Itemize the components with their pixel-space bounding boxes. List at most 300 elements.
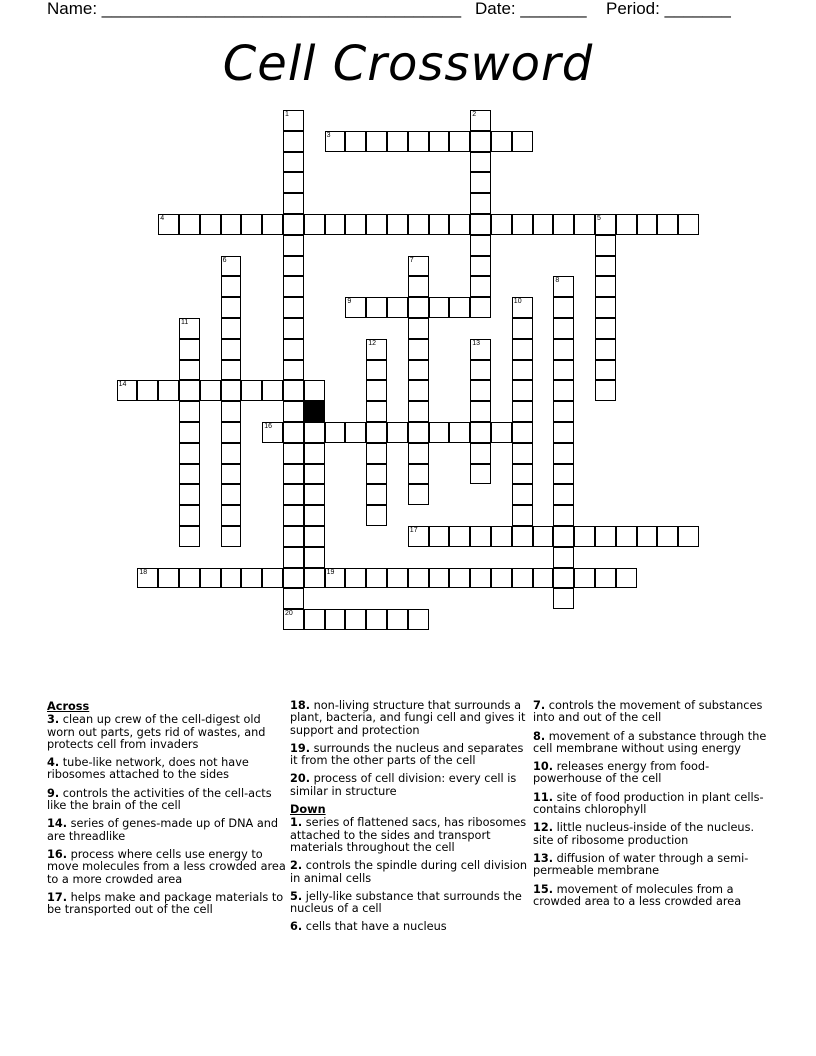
clue-item	[47, 892, 287, 917]
grid-cell[interactable]	[595, 380, 616, 401]
grid-cell[interactable]	[512, 297, 533, 318]
grid-cell[interactable]	[241, 568, 262, 589]
grid-cell[interactable]	[470, 110, 491, 131]
grid-cell[interactable]	[512, 318, 533, 339]
clue-item	[290, 891, 530, 916]
clue-text: series of genes-made up of DNA and are threadlike	[47, 817, 279, 843]
grid-cell[interactable]	[221, 443, 242, 464]
clue-text: site of food production in plant cells-contains chlorophyll	[533, 790, 764, 817]
grid-cell[interactable]	[304, 484, 325, 505]
grid-cell[interactable]	[429, 422, 450, 443]
grid-cell[interactable]	[283, 568, 304, 589]
grid-cell[interactable]	[408, 339, 429, 360]
grid-cell[interactable]	[470, 422, 491, 443]
grid-cell[interactable]	[283, 131, 304, 152]
grid-cell[interactable]	[470, 152, 491, 173]
clue-num: 13.	[533, 851, 554, 865]
grid-cell[interactable]	[574, 526, 595, 547]
grid-cell[interactable]	[470, 297, 491, 318]
grid-cell[interactable]	[553, 443, 574, 464]
grid-cell[interactable]	[387, 131, 408, 152]
grid-cell[interactable]	[345, 568, 366, 589]
grid-cell[interactable]	[595, 360, 616, 381]
grid-cell[interactable]	[283, 297, 304, 318]
clue-num: 8.	[533, 729, 546, 743]
grid-cell[interactable]	[657, 214, 678, 235]
grid-cell[interactable]	[366, 297, 387, 318]
clue-number: 18	[139, 568, 148, 576]
grid-cell[interactable]	[325, 131, 346, 152]
grid-cell[interactable]	[200, 568, 221, 589]
grid-cell[interactable]	[470, 443, 491, 464]
grid-cell[interactable]	[408, 256, 429, 277]
clue-num: 15.	[533, 882, 554, 896]
clue-item	[47, 757, 287, 782]
clue-text: controls the activities of the cell-acts like the brain of the cell	[47, 786, 272, 813]
grid-cell[interactable]	[429, 526, 450, 547]
grid-cell[interactable]	[553, 568, 574, 589]
clue-item	[533, 792, 773, 817]
grid-cell[interactable]	[221, 276, 242, 297]
clue-item	[290, 921, 530, 933]
grid-cell[interactable]	[241, 214, 262, 235]
clues-section	[0, 700, 816, 1000]
grid-cell[interactable]	[408, 526, 429, 547]
clue-number: 11	[181, 319, 189, 326]
grid-cell[interactable]	[657, 526, 678, 547]
grid-cell[interactable]	[283, 214, 304, 235]
grid-cell[interactable]	[553, 276, 574, 297]
grid-cell[interactable]	[616, 526, 637, 547]
grid-cell[interactable]	[283, 443, 304, 464]
grid-cell[interactable]	[262, 214, 283, 235]
grid-cell[interactable]	[512, 339, 533, 360]
grid-cell[interactable]	[470, 214, 491, 235]
grid-cell[interactable]	[179, 339, 200, 360]
grid-cell[interactable]	[221, 401, 242, 422]
grid-cell[interactable]	[553, 526, 574, 547]
grid-cell[interactable]	[221, 505, 242, 526]
grid-cell[interactable]	[408, 131, 429, 152]
grid-cell[interactable]	[553, 318, 574, 339]
clue-num: 7.	[533, 699, 546, 712]
grid-cell[interactable]	[470, 131, 491, 152]
grid-cell[interactable]	[595, 339, 616, 360]
clue-num: 17.	[47, 890, 68, 904]
grid-cell[interactable]	[345, 214, 366, 235]
grid-cell[interactable]	[616, 214, 637, 235]
grid-cell[interactable]	[304, 505, 325, 526]
grid-cell[interactable]	[283, 110, 304, 131]
down-heading: Down	[290, 803, 326, 817]
clue-num: 12.	[533, 821, 554, 835]
clue-text: process of cell division: every cell is similar in structure	[290, 772, 517, 798]
grid-cell[interactable]	[158, 214, 179, 235]
grid-cell[interactable]	[512, 401, 533, 422]
clue-item	[533, 853, 773, 878]
grid-cell[interactable]	[470, 380, 491, 401]
grid-cell[interactable]	[179, 505, 200, 526]
clue-num: 3.	[47, 713, 60, 727]
clue-item	[533, 822, 773, 847]
grid-cell[interactable]	[283, 484, 304, 505]
grid-cell[interactable]	[221, 318, 242, 339]
grid-cell[interactable]	[491, 526, 512, 547]
grid-cell[interactable]	[512, 505, 533, 526]
grid-cell[interactable]	[283, 380, 304, 401]
clue-item	[290, 773, 530, 798]
grid-cell[interactable]	[304, 443, 325, 464]
grid-cell[interactable]	[283, 152, 304, 173]
grid-cell[interactable]	[366, 401, 387, 422]
clues-column-2	[290, 700, 530, 940]
grid-cell[interactable]	[678, 526, 699, 547]
grid-cell[interactable]	[283, 526, 304, 547]
grid-cell[interactable]	[574, 214, 595, 235]
grid-cell[interactable]	[283, 588, 304, 609]
grid-cell[interactable]	[283, 360, 304, 381]
grid-cell[interactable]	[595, 568, 616, 589]
grid-cell[interactable]	[366, 214, 387, 235]
grid-cell[interactable]	[179, 568, 200, 589]
grid-cell[interactable]	[470, 339, 491, 360]
grid-cell[interactable]	[512, 380, 533, 401]
grid-cell[interactable]	[470, 256, 491, 277]
grid-cell[interactable]	[408, 401, 429, 422]
grid-cell[interactable]	[179, 443, 200, 464]
clue-number: 19	[326, 568, 335, 576]
grid-cell[interactable]	[262, 422, 283, 443]
grid-cell[interactable]	[345, 297, 366, 318]
grid-cell[interactable]	[325, 422, 346, 443]
grid-cell[interactable]	[283, 547, 304, 568]
date-field[interactable]: Date: _______	[475, 0, 587, 18]
grid-cell[interactable]	[449, 297, 470, 318]
grid-cell[interactable]	[283, 422, 304, 443]
grid-cell[interactable]	[553, 464, 574, 485]
grid-cell[interactable]	[470, 464, 491, 485]
grid-cell[interactable]	[221, 568, 242, 589]
grid-cell[interactable]	[512, 422, 533, 443]
grid-cell[interactable]	[366, 131, 387, 152]
grid-cell[interactable]	[408, 380, 429, 401]
grid-cell[interactable]	[137, 380, 158, 401]
grid-cell[interactable]	[158, 380, 179, 401]
grid-cell[interactable]	[553, 214, 574, 235]
grid-cell[interactable]	[449, 214, 470, 235]
grid-cell[interactable]	[408, 609, 429, 630]
clue-text: controls the movement of substances into and out of the cell	[533, 699, 763, 725]
grid-cell[interactable]	[470, 401, 491, 422]
grid-cell[interactable]	[179, 484, 200, 505]
grid-cell[interactable]	[221, 422, 242, 443]
grid-cell[interactable]	[491, 422, 512, 443]
grid-cell[interactable]	[283, 505, 304, 526]
grid-cell[interactable]	[574, 568, 595, 589]
clue-text: clean up crew of the cell-digest old worn out parts, gets rid of wastes, and protects cell from invaders	[47, 713, 266, 751]
clue-text: cells that have a nucleus	[302, 920, 447, 934]
grid-cell[interactable]	[366, 443, 387, 464]
grid-cell[interactable]	[595, 318, 616, 339]
clues-column-1	[47, 700, 287, 922]
clue-text: surrounds the nucleus and separates it from the other parts of the cell	[290, 741, 524, 768]
grid-cell[interactable]	[283, 256, 304, 277]
grid-cell[interactable]	[179, 422, 200, 443]
grid-cell[interactable]	[616, 568, 637, 589]
clue-number: 17	[409, 527, 418, 534]
grid-cell[interactable]	[283, 464, 304, 485]
grid-cell[interactable]	[221, 256, 242, 277]
grid-cell[interactable]	[512, 214, 533, 235]
grid-cell[interactable]	[221, 526, 242, 547]
grid-cell[interactable]	[553, 484, 574, 505]
grid-cell[interactable]	[512, 526, 533, 547]
grid-cell[interactable]	[553, 422, 574, 443]
grid-cell[interactable]	[221, 380, 242, 401]
grid-cell[interactable]	[221, 360, 242, 381]
grid-cell[interactable]	[387, 568, 408, 589]
grid-cell[interactable]	[304, 464, 325, 485]
grid-cell[interactable]	[304, 568, 325, 589]
clue-item	[47, 849, 287, 886]
grid-cell[interactable]	[366, 505, 387, 526]
grid-cell[interactable]	[595, 276, 616, 297]
grid-cell[interactable]	[408, 276, 429, 297]
clue-number: 6	[222, 256, 227, 264]
grid-cell[interactable]	[345, 131, 366, 152]
clue-item	[290, 817, 530, 854]
clue-number: 3	[326, 131, 331, 139]
clue-number: 16	[264, 423, 272, 430]
grid-cell[interactable]	[241, 380, 262, 401]
clue-num: 4.	[47, 756, 60, 770]
name-field[interactable]: Name: ______________________________________	[47, 0, 462, 18]
clue-text: series of flattened sacs, has ribosomes attached to the sides and transport materials throughout the cell	[290, 816, 527, 854]
grid-cell[interactable]	[179, 526, 200, 547]
grid-cell[interactable]	[533, 214, 554, 235]
grid-cell[interactable]	[595, 526, 616, 547]
clue-text: process where cells use energy to move molecules from a less crowded area to a more crowded area	[47, 847, 286, 886]
grid-cell[interactable]	[283, 172, 304, 193]
clue-num: 2.	[290, 859, 303, 873]
grid-cell[interactable]	[283, 609, 304, 630]
clue-num: 18.	[290, 699, 311, 712]
grid-cell[interactable]	[387, 214, 408, 235]
clue-text: controls the spindle during cell division in animal cells	[290, 859, 528, 885]
grid-cell[interactable]	[470, 172, 491, 193]
clue-number: 14	[118, 381, 127, 389]
grid-cell[interactable]	[345, 422, 366, 443]
grid-cell[interactable]	[470, 568, 491, 589]
grid-cell[interactable]	[491, 131, 512, 152]
grid-cell[interactable]	[637, 526, 658, 547]
grid-cell[interactable]	[449, 568, 470, 589]
grid-cell[interactable]	[429, 131, 450, 152]
grid-cell[interactable]	[179, 360, 200, 381]
grid-cell[interactable]	[283, 318, 304, 339]
grid-cell[interactable]	[408, 464, 429, 485]
clue-item	[47, 714, 287, 751]
grid-cell[interactable]	[304, 422, 325, 443]
clue-text: helps make and package materials to be transported out of the cell	[47, 890, 284, 917]
grid-cell[interactable]	[553, 547, 574, 568]
grid-cell[interactable]	[221, 214, 242, 235]
grid-cell[interactable]	[366, 422, 387, 443]
clues-column-3	[533, 700, 773, 914]
grid-cell[interactable]	[470, 193, 491, 214]
grid-cell[interactable]	[283, 401, 304, 422]
grid-cell[interactable]	[325, 568, 346, 589]
grid-cell[interactable]	[304, 609, 325, 630]
clue-num: 20.	[290, 772, 311, 786]
grid-cell[interactable]	[366, 380, 387, 401]
grid-cell[interactable]	[304, 214, 325, 235]
grid-cell[interactable]	[137, 568, 158, 589]
grid-cell[interactable]	[179, 380, 200, 401]
across-heading: Across	[47, 700, 90, 713]
clue-num: 9.	[47, 786, 60, 800]
grid-cell[interactable]	[304, 547, 325, 568]
clue-number: 13	[472, 339, 480, 347]
grid-cell[interactable]	[179, 214, 200, 235]
grid-cell[interactable]	[408, 422, 429, 443]
grid-cell[interactable]	[553, 588, 574, 609]
grid-cell[interactable]	[595, 256, 616, 277]
grid-cell[interactable]	[595, 235, 616, 256]
clue-number: 10	[513, 298, 522, 306]
grid-cell[interactable]	[200, 214, 221, 235]
grid-cell[interactable]	[470, 235, 491, 256]
clue-num: 10.	[533, 760, 554, 774]
grid-cell[interactable]	[283, 339, 304, 360]
grid-cell[interactable]	[387, 609, 408, 630]
grid-cell[interactable]	[512, 360, 533, 381]
grid-cell[interactable]	[179, 318, 200, 339]
grid-cell[interactable]	[470, 276, 491, 297]
grid-cell[interactable]	[533, 526, 554, 547]
grid-cell[interactable]	[179, 401, 200, 422]
clue-num: 16.	[47, 847, 68, 861]
grid-cell[interactable]	[158, 568, 179, 589]
grid-cell[interactable]	[470, 360, 491, 381]
grid-cell[interactable]	[408, 443, 429, 464]
grid-cell[interactable]	[179, 464, 200, 485]
grid-cell[interactable]	[595, 214, 616, 235]
grid-cell[interactable]	[325, 609, 346, 630]
grid-cell[interactable]	[678, 214, 699, 235]
grid-cell[interactable]	[366, 568, 387, 589]
page-title: Cell Crossword	[222, 36, 594, 92]
clue-number: 7	[409, 256, 414, 264]
grid-cell[interactable]	[429, 568, 450, 589]
grid-cell[interactable]	[512, 568, 533, 589]
grid-cell[interactable]	[512, 443, 533, 464]
grid-cell[interactable]	[283, 276, 304, 297]
grid-cell[interactable]	[408, 484, 429, 505]
grid-cell[interactable]	[553, 505, 574, 526]
clue-num: 5.	[290, 889, 303, 903]
grid-block-cell	[304, 401, 325, 422]
grid-cell[interactable]	[512, 464, 533, 485]
clue-number: 8	[555, 277, 560, 285]
grid-cell[interactable]	[512, 131, 533, 152]
grid-cell[interactable]	[387, 422, 408, 443]
grid-cell[interactable]	[325, 214, 346, 235]
clue-text: movement of molecules from a crowded area to a less crowded area	[533, 882, 742, 908]
clue-text: little nucleus-inside of the nucleus. site of ribosome production	[533, 821, 755, 847]
grid-cell[interactable]	[408, 568, 429, 589]
clue-item	[290, 700, 530, 737]
grid-cell[interactable]	[449, 131, 470, 152]
grid-cell[interactable]	[366, 609, 387, 630]
grid-cell[interactable]	[117, 380, 138, 401]
clue-text: diffusion of water through a semi-permeable membrane	[533, 851, 749, 878]
grid-cell[interactable]	[221, 464, 242, 485]
grid-cell[interactable]	[221, 297, 242, 318]
grid-cell[interactable]	[366, 484, 387, 505]
grid-cell[interactable]	[408, 318, 429, 339]
grid-cell[interactable]	[200, 380, 221, 401]
grid-cell[interactable]	[470, 526, 491, 547]
period-field[interactable]: Period: _______	[606, 0, 731, 18]
grid-cell[interactable]	[366, 464, 387, 485]
clue-number: 4	[160, 215, 165, 222]
clue-text: jelly-like substance that surrounds the nucleus of a cell	[290, 889, 522, 916]
grid-cell[interactable]	[449, 422, 470, 443]
grid-cell[interactable]	[283, 193, 304, 214]
grid-cell[interactable]	[221, 339, 242, 360]
grid-cell[interactable]	[637, 214, 658, 235]
grid-cell[interactable]	[366, 339, 387, 360]
clue-item	[290, 860, 530, 885]
grid-cell[interactable]	[408, 214, 429, 235]
grid-cell[interactable]	[553, 360, 574, 381]
grid-cell[interactable]	[553, 401, 574, 422]
grid-cell[interactable]	[408, 297, 429, 318]
grid-cell[interactable]	[283, 235, 304, 256]
grid-cell[interactable]	[366, 360, 387, 381]
grid-cell[interactable]	[221, 484, 242, 505]
grid-cell[interactable]	[429, 214, 450, 235]
clue-number: 2	[472, 111, 477, 118]
grid-cell[interactable]	[491, 568, 512, 589]
clue-text: tube-like network, does not have ribosomes attached to the sides	[47, 756, 249, 782]
grid-cell[interactable]	[595, 297, 616, 318]
grid-cell[interactable]	[512, 484, 533, 505]
clue-num: 19.	[290, 741, 311, 755]
grid-cell[interactable]	[553, 380, 574, 401]
grid-cell[interactable]	[491, 214, 512, 235]
grid-cell[interactable]	[429, 297, 450, 318]
clue-item	[47, 788, 287, 813]
clue-number: 9	[347, 298, 352, 306]
grid-cell[interactable]	[408, 360, 429, 381]
grid-cell[interactable]	[533, 568, 554, 589]
grid-cell[interactable]	[449, 526, 470, 547]
grid-cell[interactable]	[553, 297, 574, 318]
grid-cell[interactable]	[304, 380, 325, 401]
clue-text: non-living structure that surrounds a plant, bacteria, and fungi cell and gives it support and protection	[290, 699, 526, 737]
grid-cell[interactable]	[304, 526, 325, 547]
clue-item	[533, 761, 773, 786]
clue-number: 1	[285, 111, 289, 118]
clue-text: movement of a substance through the cell membrane without using energy	[533, 729, 767, 755]
grid-cell[interactable]	[262, 380, 283, 401]
grid-cell[interactable]	[387, 297, 408, 318]
grid-cell[interactable]	[262, 568, 283, 589]
grid-cell[interactable]	[345, 609, 366, 630]
grid-cell[interactable]	[553, 339, 574, 360]
